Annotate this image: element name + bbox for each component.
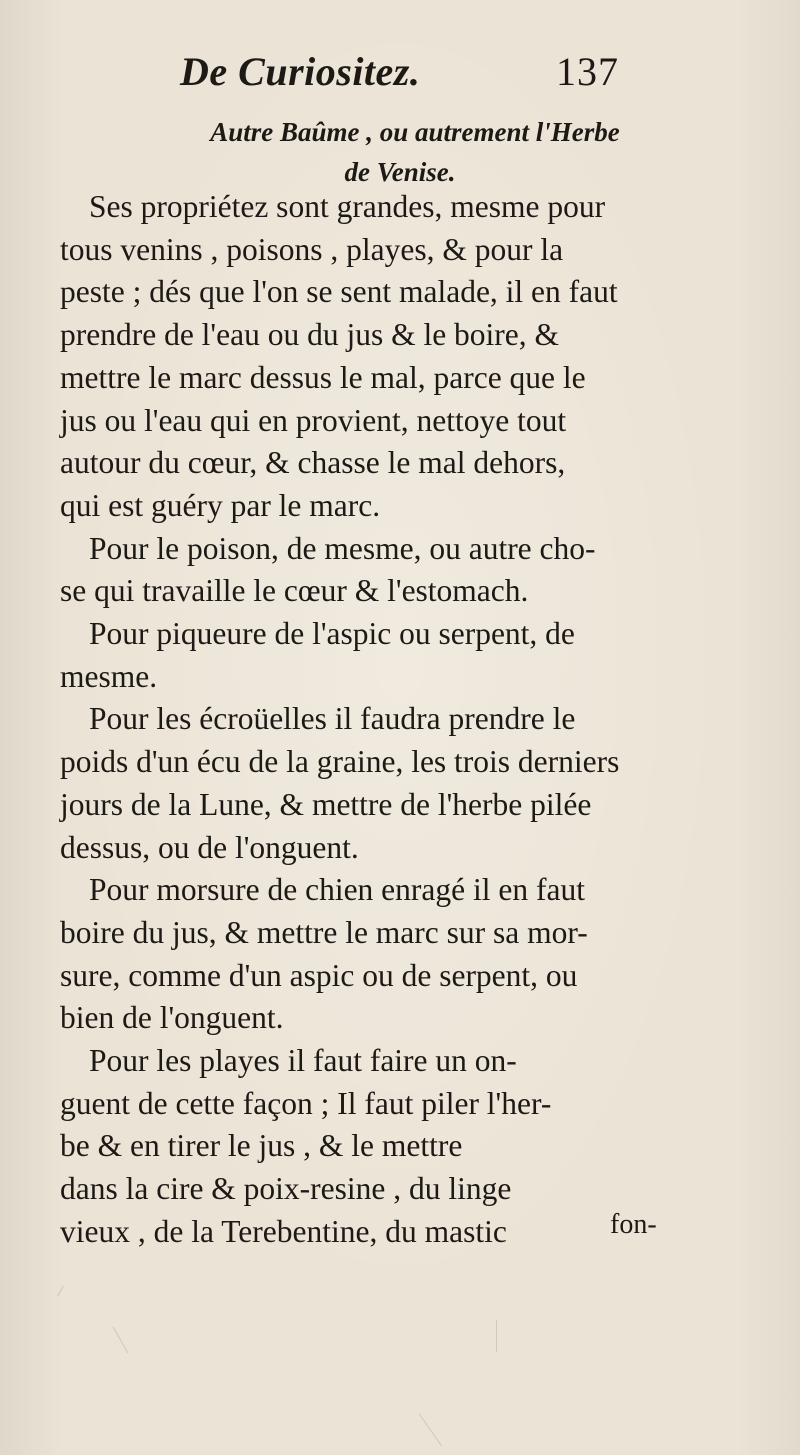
body-text xyxy=(60,186,800,1254)
text-line: boire du jus, & mettre le marc sur sa mor- xyxy=(60,914,588,950)
text-line: peste ; dés que l'on se sent malade, il en faut xyxy=(60,274,618,310)
section-title xyxy=(0,112,800,192)
paper-mark xyxy=(57,1286,64,1297)
section-title-line-1: Autre Baûme , ou autrement l'Herbe xyxy=(210,117,620,147)
text-line: se qui travaille le cœur & l'estomach. xyxy=(60,573,529,609)
text-line: jours de la Lune, & mettre de l'herbe pilée xyxy=(60,786,592,822)
section-title-line-2: de Venise. xyxy=(344,157,456,187)
text-line: Pour les playes il faut faire un on- xyxy=(89,1043,517,1079)
text-line: guent de cette façon ; Il faut piler l'her- xyxy=(60,1085,552,1121)
paper-mark xyxy=(113,1327,129,1353)
text-line: Pour piqueure de l'aspic ou serpent, de xyxy=(89,616,575,652)
page-number: 137 xyxy=(556,49,619,94)
text-line: vieux , de la Terebentine, du mastic xyxy=(60,1213,507,1249)
text-line: autour du cœur, & chasse le mal dehors, xyxy=(60,445,566,481)
page-header xyxy=(0,48,800,98)
text-line: Pour morsure de chien enragé il en faut xyxy=(89,872,585,908)
text-line: tous venins , poisons , playes, & pour la xyxy=(60,231,564,267)
text-line: Pour le poison, de mesme, ou autre cho- xyxy=(89,530,596,566)
running-head: De Curiositez. xyxy=(180,49,421,94)
text-line: mettre le marc dessus le mal, parce que le xyxy=(60,359,586,395)
text-line: dessus, ou de l'onguent. xyxy=(60,829,359,865)
text-line: Pour les écroüelles il faudra prendre le xyxy=(89,701,576,737)
text-line: be & en tirer le jus , & le mettre xyxy=(60,1128,463,1164)
text-line: prendre de l'eau ou du jus & le boire, & xyxy=(60,317,560,353)
catchword: fon- xyxy=(610,1209,657,1240)
text-line: qui est guéry par le marc. xyxy=(60,487,381,523)
paper-mark xyxy=(419,1413,443,1446)
paper-mark xyxy=(496,1320,497,1352)
text-line: Ses propriétez sont grandes, mesme pour xyxy=(89,189,606,224)
text-line: jus ou l'eau qui en provient, nettoye tout xyxy=(60,402,567,438)
text-line: poids d'un écu de la graine, les trois derniers xyxy=(60,744,620,780)
text-line: sure, comme d'un aspic ou de serpent, ou xyxy=(60,957,578,993)
text-line: bien de l'onguent. xyxy=(60,1000,284,1036)
text-line: mesme. xyxy=(60,658,158,694)
text-line: dans la cire & poix-resine , du linge xyxy=(60,1171,512,1207)
